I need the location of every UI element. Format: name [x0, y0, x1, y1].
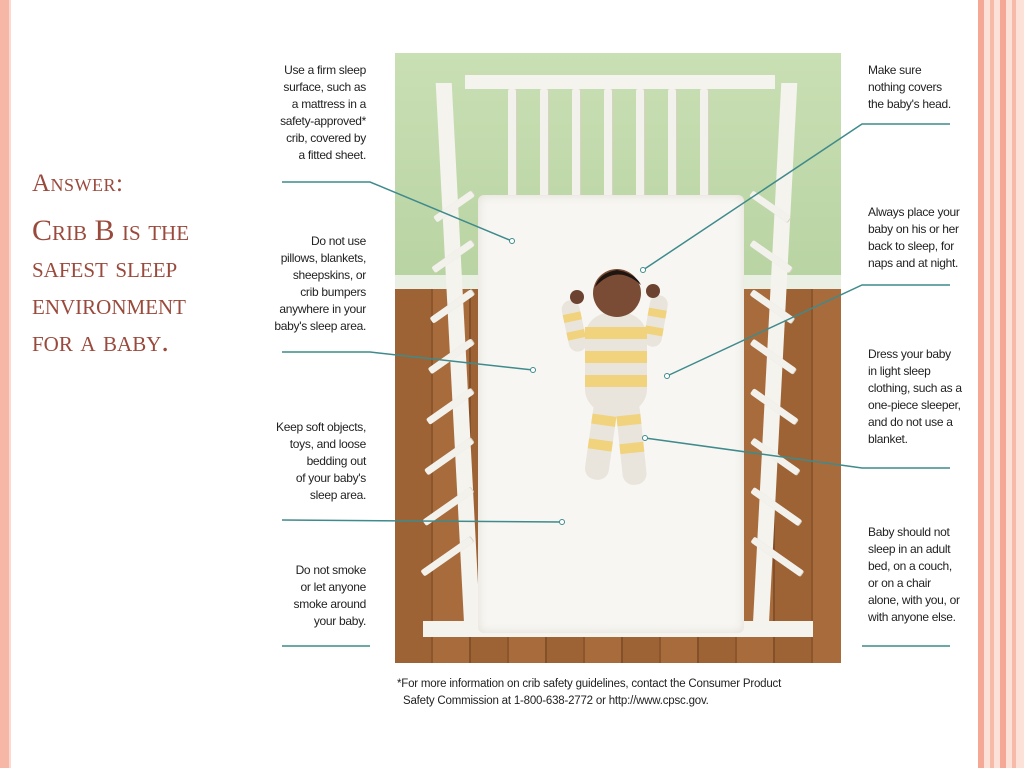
callout-line: in light sleep [868, 364, 931, 378]
callout-back-to-sleep [868, 204, 976, 272]
slide-border-left-inner [9, 0, 11, 768]
callout-line: of your baby's [295, 471, 366, 485]
callout-line: Always place your [868, 205, 960, 219]
crib-slat [540, 89, 548, 199]
callout-line: crib, covered by [286, 131, 366, 145]
callout-line: blanket. [868, 432, 908, 446]
callout-line: smoke around [293, 597, 366, 611]
callout-line: baby's sleep area. [274, 319, 366, 333]
callout-line: or on a chair [868, 576, 931, 590]
answer-line: safest sleep [32, 251, 178, 284]
callout-line: crib bumpers [300, 285, 366, 299]
crib-top-rail [465, 75, 775, 89]
answer-line: environment [32, 288, 186, 321]
callout-line: or let anyone [300, 580, 366, 594]
callout-line: naps and at night. [868, 256, 959, 270]
sleeping-baby [555, 265, 685, 495]
callout-line: Do not smoke [295, 563, 366, 577]
callout-line: baby on his or her [868, 222, 959, 236]
crib-slat [668, 89, 676, 199]
callout-line: anywhere in your [279, 302, 366, 316]
answer-text [32, 212, 252, 360]
callout-line: sleep area. [309, 488, 366, 502]
callout-line: bedding out [306, 454, 366, 468]
callout-line: back to sleep, for [868, 239, 954, 253]
crib-slat [572, 89, 580, 199]
callout-line: Make sure [868, 63, 922, 77]
callout-line: sleep in an adult [868, 542, 951, 556]
callout-line: surface, such as [283, 80, 366, 94]
callout-no-pillows [262, 233, 366, 335]
callout-line: a fitted sheet. [298, 148, 366, 162]
slide-border-left [0, 0, 9, 768]
callout-line: nothing covers [868, 80, 942, 94]
crib-slat [508, 89, 516, 199]
crib-slat [636, 89, 644, 199]
callout-line: and do not use a [868, 415, 953, 429]
callout-line: safety-approved* [280, 114, 366, 128]
callout-light-clothing [868, 346, 976, 448]
answer-line: Crib B is the [32, 214, 190, 247]
callout-line: sheepskins, or [292, 268, 366, 282]
callout-line: with anyone else. [868, 610, 956, 624]
callout-soft-objects [262, 419, 366, 504]
footnote-line: Safety Commission at 1-800-638-2772 or http://www.cpsc.gov. [403, 695, 709, 707]
callout-line: bed, on a couch, [868, 559, 952, 573]
callout-head-uncovered [868, 62, 976, 113]
callout-line: alone, with you, or [868, 593, 960, 607]
callout-line: your baby. [313, 614, 366, 628]
footnote-line: *For more information on crib safety guidelines, contact the Consumer Product [397, 678, 782, 690]
callout-no-smoke [262, 562, 366, 630]
callout-line: Baby should not [868, 525, 950, 539]
callout-line: the baby's head. [868, 97, 951, 111]
callout-line: Dress your baby [868, 347, 951, 361]
callout-no-adult-bed [868, 524, 976, 626]
answer-line: for a baby. [32, 325, 169, 358]
footnote [397, 676, 781, 710]
callout-line: pillows, blankets, [280, 251, 366, 265]
callout-line: Use a firm sleep [284, 63, 366, 77]
answer-heading: Answer: [32, 170, 124, 197]
callout-line: Keep soft objects, [276, 420, 366, 434]
crib-photo [395, 53, 841, 663]
callout-line: a mattress in a [291, 97, 366, 111]
slide-border-right [978, 0, 1024, 768]
callout-line: Do not use [310, 234, 366, 248]
callout-line: clothing, such as a [868, 381, 962, 395]
callout-firm-surface [262, 62, 366, 164]
callout-line: one-piece sleeper, [868, 398, 961, 412]
crib-slat [700, 89, 708, 199]
crib-slat [604, 89, 612, 199]
callout-line: toys, and loose [289, 437, 366, 451]
